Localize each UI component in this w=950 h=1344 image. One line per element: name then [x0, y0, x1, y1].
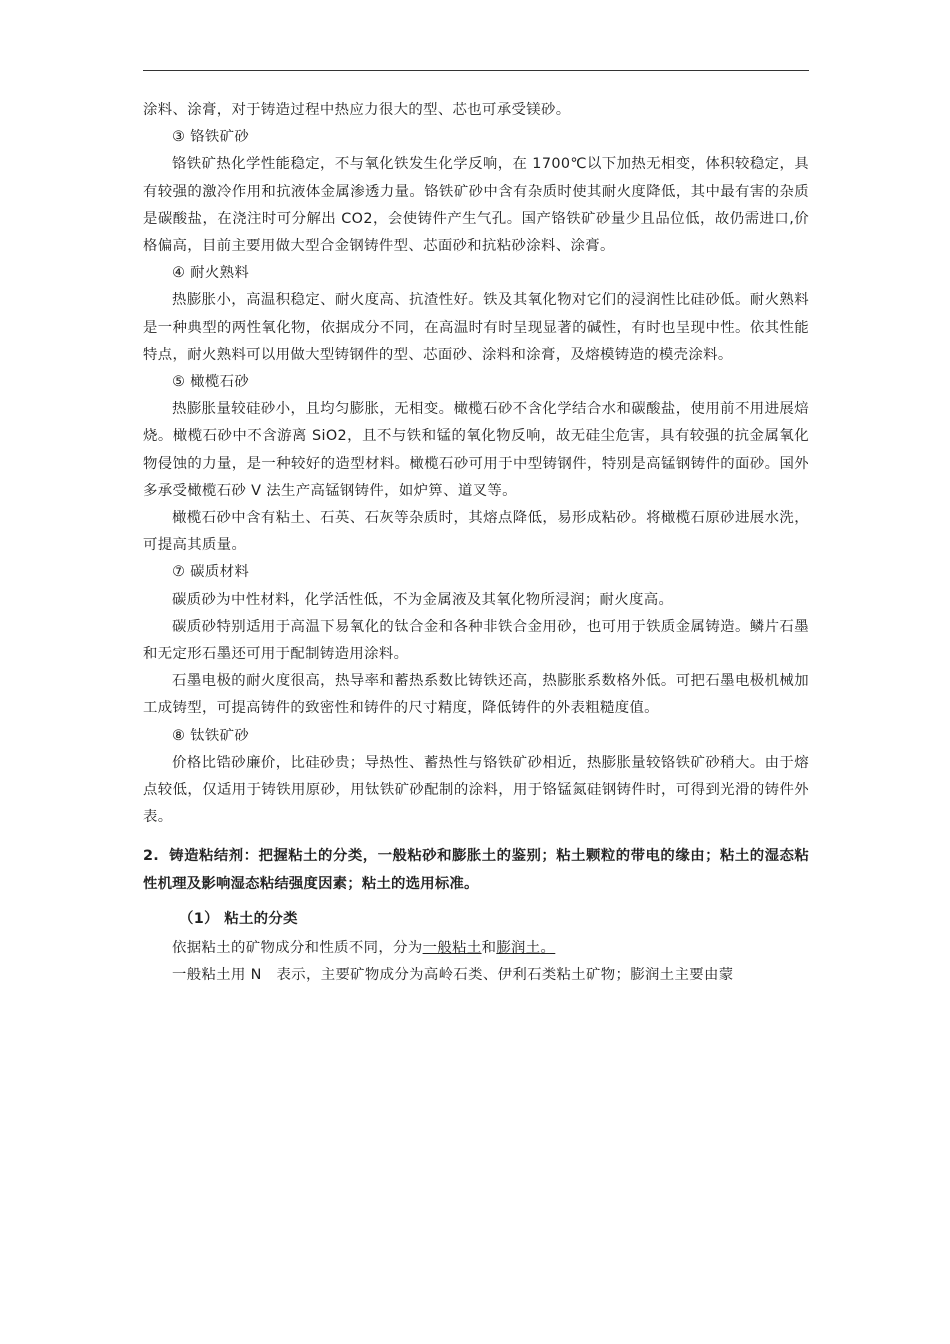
section-number: 2.	[143, 848, 159, 865]
paragraph-carbon-3: 石墨电极的耐火度很高，热导率和蓄热系数比铸铁还高，热膨胀系数格外低。可把石墨电极机械加工成铸型，可提高铸件的致密性和铸件的尺寸精度，降低铸件的外表粗糙度值。	[143, 673, 809, 717]
subsection-heading-clay-classification: （1） 粘土的分类	[179, 910, 298, 927]
paragraph-chromite: 铬铁矿热化学性能稳定，不与氧化铁发生化学反响，在 1700℃以下加热无相变，体积较稳定，具有较强的激冷作用和抗液体金属渗透力量。铬铁矿砂中含有杂质时使其耐火度降低，其中最有害的杂质是碳酸盐，在浇注时可分解出 CO2，会使铸件产生气孔。国产铬铁矿砂量少且品位低，故仍需进口,价格偏高，目前主要用做大型合金钢铸件型、芯面砂和抗粘砂涂料、涂膏。	[143, 156, 809, 255]
paragraph-carbon-1: 碳质砂为中性材料，化学活性低，不为金属液及其氧化物所浸润；耐火度高。	[172, 591, 674, 608]
item-heading-carbon: ⑦ 碳质材料	[172, 564, 250, 581]
paragraph-ilmenite: 价格比锆砂廉价，比硅砂贵；导热性、蓄热性与铬铁矿砂相近，热膨胀量较铬铁矿砂稍大。由于熔点较低，仅适用于铸铁用原砂，用钛铁矿砂配制的涂料，用于铬锰氮硅钢铸件时，可得到光滑的铸件外表。	[143, 754, 809, 826]
paragraph-clay-types	[143, 935, 809, 962]
paragraph-olivine-1: 热膨胀量较硅砂小，且均匀膨胀，无相变。橄榄石砂不含化学结合水和碳酸盐，使用前不用进展焙烧。橄榄石砂中不含游离 SiO2，且不与铁和锰的氧化物反响，故无硅尘危害，具有较强的抗金属氧化物侵蚀的力量，是一种较好的造型材料。橄榄石砂可用于中型铸钢件，特别是高锰钢铸件的面砂。国外多承受橄榄石砂 V 法生产高锰钢铸件，如炉箅、道叉等。	[143, 401, 809, 499]
clay-types-conj: 和	[481, 940, 497, 957]
paragraph-refractory: 热膨胀小，高温积稳定、耐火度高、抗渣性好。铁及其氧化物对它们的浸润性比硅砂低。耐火熟料是一种典型的两性氧化物，依据成分不同，在高温时有时呈现显著的碱性，有时也呈现中性。依其性能特点，耐火熟料可以用做大型铸钢件的型、芯面砂、涂料和涂膏，及熔模铸造的模壳涂料。	[143, 292, 809, 363]
section-heading-binders	[143, 843, 809, 897]
term-ordinary-clay: 一般粘土	[422, 940, 482, 957]
document-body	[143, 97, 809, 990]
section-title: 铸造粘结剂：把握粘土的分类，一般粘砂和膨胀土的鉴别；粘土颗粒的带电的缘由；粘土的湿态粘性机理及影响湿态粘结强度因素；粘土的选用标准。	[143, 848, 809, 892]
item-heading-ilmenite: ⑧ 钛铁矿砂	[172, 727, 250, 744]
header-rule	[143, 70, 809, 71]
paragraph-carbon-2: 碳质砂特别适用于高温下易氧化的钛合金和各种非铁合金用砂，也可用于铁质金属铸造。鳞片石墨和无定形石墨还可用于配制铸造用涂料。	[143, 618, 809, 663]
item-heading-olivine: ⑤ 橄榄石砂	[172, 374, 250, 391]
item-heading-refractory: ④ 耐火熟料	[172, 265, 250, 282]
clay-types-text: 依据粘土的矿物成分和性质不同，分为	[172, 940, 423, 957]
paragraph-clay-minerals: 一般粘土用 N 表示，主要矿物成分为高岭石类、伊利石类粘土矿物；膨润土主要由蒙	[172, 967, 734, 984]
term-bentonite: 膨润土。	[496, 940, 556, 957]
paragraph-continuation: 涂料、涂膏，对于铸造过程中热应力很大的型、芯也可承受镁砂。	[143, 102, 571, 118]
item-heading-chromite: ③ 铬铁矿砂	[172, 129, 250, 146]
paragraph-olivine-2: 橄榄石砂中含有粘土、石英、石灰等杂质时，其熔点降低，易形成粘砂。将橄榄石原砂进展水洗，可提高其质量。	[143, 510, 809, 554]
